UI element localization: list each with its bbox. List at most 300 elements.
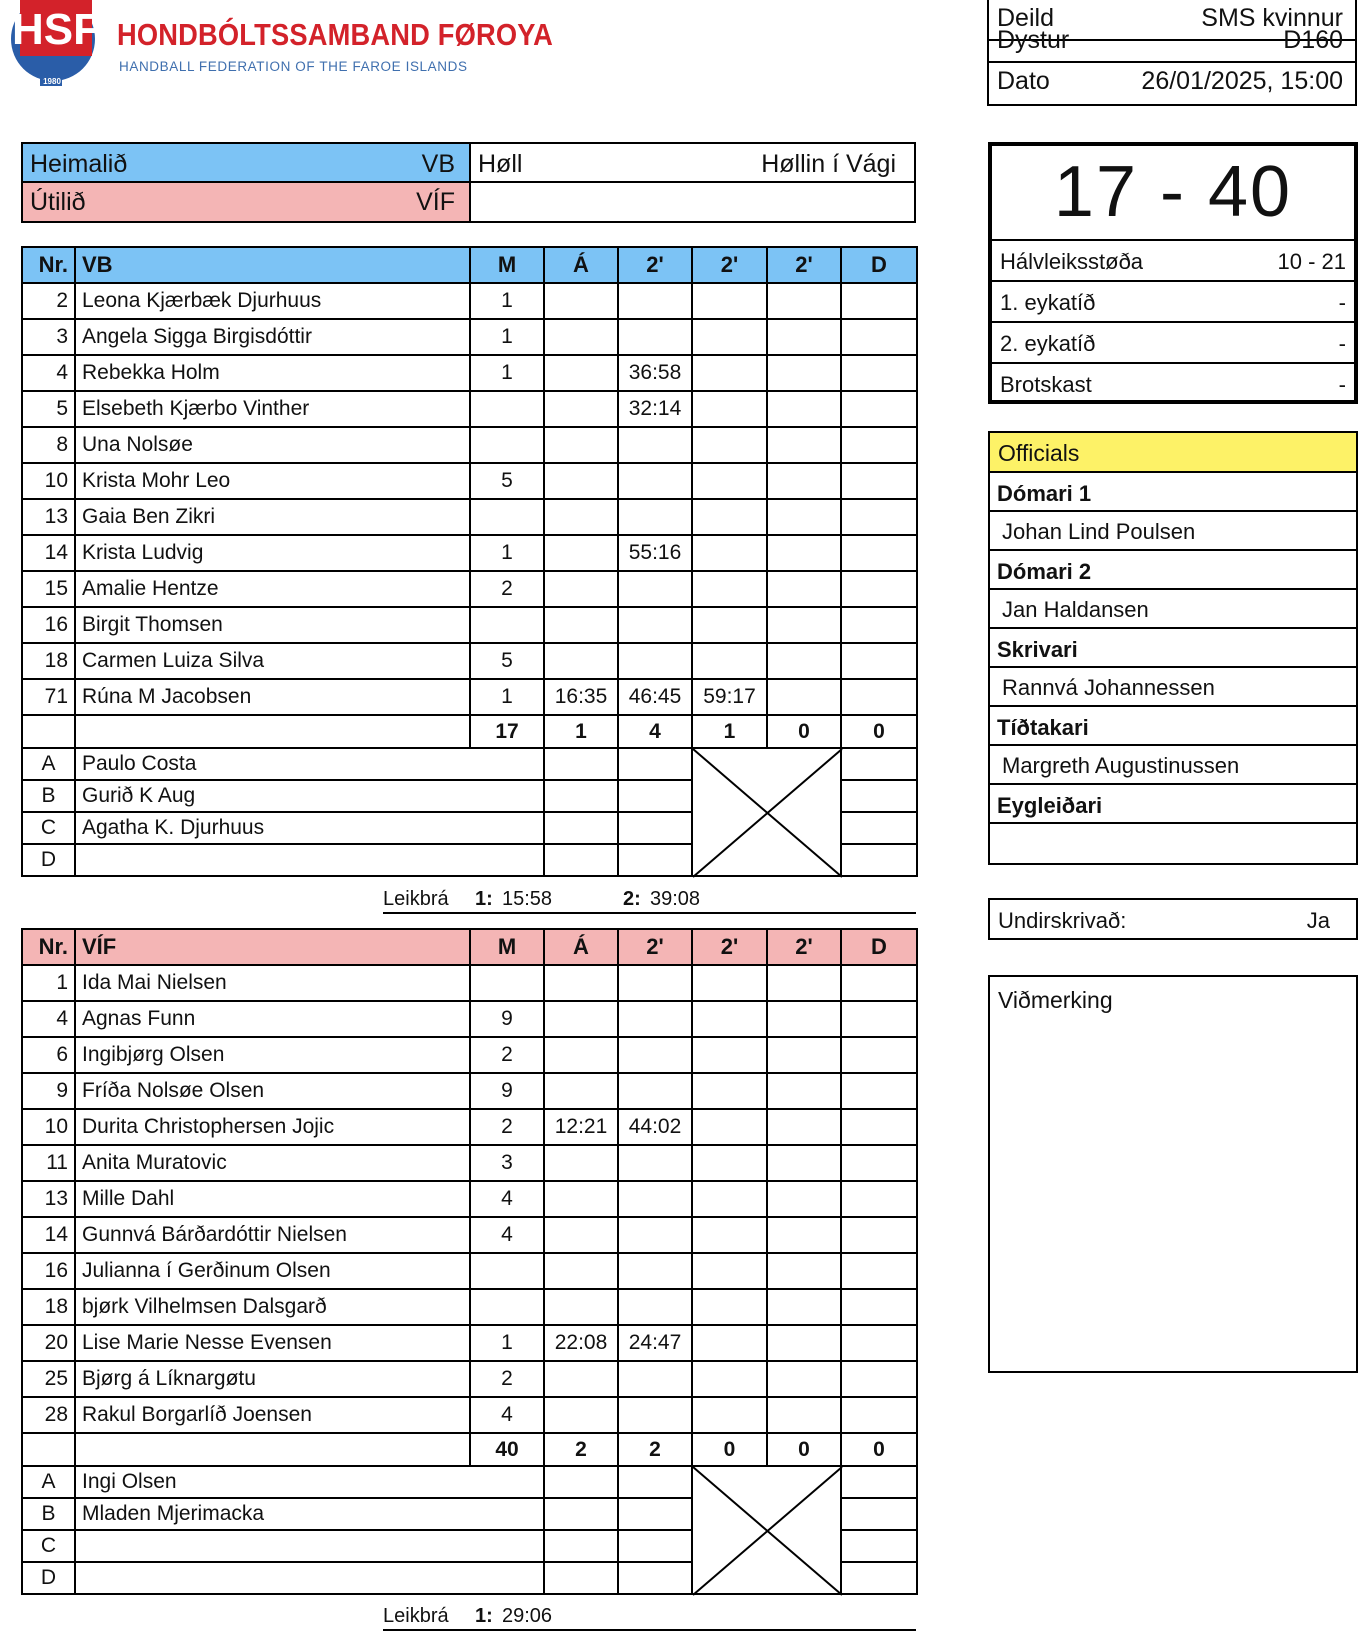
player-name: Mille Dahl bbox=[75, 1181, 470, 1217]
team-official-name: Mladen Mjerimacka bbox=[75, 1498, 544, 1530]
player-name: Rebekka Holm bbox=[75, 355, 470, 391]
officials-panel bbox=[988, 431, 1358, 865]
player-suspension-1 bbox=[618, 1037, 692, 1073]
player-name: Agnas Funn bbox=[75, 1001, 470, 1037]
player-suspension-3 bbox=[767, 1181, 841, 1217]
player-suspension-1 bbox=[618, 1181, 692, 1217]
player-number: 9 bbox=[22, 1073, 75, 1109]
logo-year: 1980 bbox=[43, 77, 61, 86]
player-number: 3 bbox=[22, 319, 75, 355]
player-name: Gunnvá Bárðardóttir Nielsen bbox=[75, 1217, 470, 1253]
player-number: 14 bbox=[22, 1217, 75, 1253]
player-name: Leona Kjærbæk Djurhuus bbox=[75, 283, 470, 319]
player-warning bbox=[544, 607, 618, 643]
venue-row bbox=[471, 144, 914, 183]
team-official-name: Paulo Costa bbox=[75, 748, 544, 780]
player-suspension-1 bbox=[618, 499, 692, 535]
player-disqualification bbox=[841, 571, 917, 607]
player-suspension-2 bbox=[692, 1109, 767, 1145]
col-suspension-1: 2' bbox=[618, 247, 692, 283]
player-goals bbox=[470, 607, 544, 643]
score-label: 2. eykatíð bbox=[1000, 331, 1096, 356]
total-disqualifications: 0 bbox=[841, 1433, 917, 1466]
player-suspension-2: 59:17 bbox=[692, 679, 767, 715]
player-row bbox=[22, 499, 917, 535]
col-disqualification: D bbox=[841, 247, 917, 283]
player-row bbox=[22, 1037, 917, 1073]
player-name: bjørk Vilhelmsen Dalsgarð bbox=[75, 1289, 470, 1325]
player-suspension-1 bbox=[618, 463, 692, 499]
player-name: Ida Mai Nielsen bbox=[75, 965, 470, 1001]
official-warning bbox=[544, 780, 618, 812]
player-suspension-1: 24:47 bbox=[618, 1325, 692, 1361]
player-suspension-2 bbox=[692, 1145, 767, 1181]
official-letter: D bbox=[22, 1562, 75, 1594]
player-disqualification bbox=[841, 283, 917, 319]
player-goals: 9 bbox=[470, 1001, 544, 1037]
player-disqualification bbox=[841, 1325, 917, 1361]
official-role: Skrivari bbox=[990, 629, 1356, 668]
score-value: 10 - 21 bbox=[1277, 249, 1346, 274]
timeout-2-label: 2: bbox=[623, 888, 641, 910]
player-suspension-2 bbox=[692, 1037, 767, 1073]
official-letter: A bbox=[22, 748, 75, 780]
player-suspension-1 bbox=[618, 427, 692, 463]
player-warning bbox=[544, 1361, 618, 1397]
official-name: Jan Haldansen bbox=[990, 590, 1356, 629]
player-suspension-2 bbox=[692, 1253, 767, 1289]
player-suspension-2 bbox=[692, 1073, 767, 1109]
player-disqualification bbox=[841, 1397, 917, 1433]
player-goals: 3 bbox=[470, 1145, 544, 1181]
player-suspension-2 bbox=[692, 463, 767, 499]
player-number: 1 bbox=[22, 965, 75, 1001]
player-suspension-3 bbox=[767, 1073, 841, 1109]
player-name: Lise Marie Nesse Evensen bbox=[75, 1325, 470, 1361]
player-disqualification bbox=[841, 965, 917, 1001]
player-name: Fríða Nolsøe Olsen bbox=[75, 1073, 470, 1109]
player-suspension-3 bbox=[767, 679, 841, 715]
player-number: 10 bbox=[22, 1109, 75, 1145]
team-official-name bbox=[75, 1562, 544, 1594]
official-letter: C bbox=[22, 812, 75, 844]
player-goals bbox=[470, 427, 544, 463]
signed-row bbox=[988, 898, 1358, 940]
official-warning bbox=[544, 812, 618, 844]
player-suspension-2 bbox=[692, 1217, 767, 1253]
player-row bbox=[22, 355, 917, 391]
player-warning bbox=[544, 1217, 618, 1253]
player-warning bbox=[544, 643, 618, 679]
official-suspension bbox=[618, 812, 692, 844]
official-role: Dómari 1 bbox=[990, 473, 1356, 512]
official-letter: D bbox=[22, 844, 75, 876]
total-warnings: 1 bbox=[544, 715, 618, 748]
info-row-date bbox=[989, 61, 1355, 104]
timeout-1-time: 15:58 bbox=[502, 888, 553, 910]
official-letter: B bbox=[22, 780, 75, 812]
player-suspension-3 bbox=[767, 1397, 841, 1433]
info-label: Deild bbox=[997, 4, 1054, 32]
player-suspension-2 bbox=[692, 427, 767, 463]
player-disqualification bbox=[841, 1109, 917, 1145]
player-goals bbox=[470, 1289, 544, 1325]
player-suspension-3 bbox=[767, 1325, 841, 1361]
total-suspensions-3: 0 bbox=[767, 1433, 841, 1466]
official-disqualification bbox=[841, 1562, 917, 1594]
official-name: Johan Lind Poulsen bbox=[990, 512, 1356, 551]
player-suspension-2 bbox=[692, 965, 767, 1001]
player-suspension-2 bbox=[692, 1325, 767, 1361]
player-warning bbox=[544, 1181, 618, 1217]
player-suspension-1: 55:16 bbox=[618, 535, 692, 571]
col-suspension-2: 2' bbox=[692, 929, 767, 965]
score-value: - bbox=[1338, 331, 1346, 356]
player-goals: 2 bbox=[470, 1037, 544, 1073]
player-number: 18 bbox=[22, 1289, 75, 1325]
player-row bbox=[22, 463, 917, 499]
player-number: 14 bbox=[22, 535, 75, 571]
totals-row bbox=[22, 1433, 917, 1466]
official-warning bbox=[544, 1530, 618, 1562]
venue-label: Høll bbox=[478, 150, 523, 178]
away-team-row bbox=[23, 183, 471, 221]
score-row-overtime-1 bbox=[992, 282, 1354, 323]
col-team: VB bbox=[75, 247, 470, 283]
player-goals: 5 bbox=[470, 643, 544, 679]
player-name: Rúna M Jacobsen bbox=[75, 679, 470, 715]
player-suspension-3 bbox=[767, 1145, 841, 1181]
player-suspension-2 bbox=[692, 499, 767, 535]
total-suspensions-1: 2 bbox=[618, 1433, 692, 1466]
player-row bbox=[22, 1181, 917, 1217]
player-goals: 5 bbox=[470, 463, 544, 499]
player-goals: 1 bbox=[470, 1325, 544, 1361]
total-suspensions-2: 0 bbox=[692, 1433, 767, 1466]
player-suspension-1 bbox=[618, 1289, 692, 1325]
player-suspension-1 bbox=[618, 283, 692, 319]
player-suspension-2 bbox=[692, 319, 767, 355]
player-disqualification bbox=[841, 1217, 917, 1253]
player-disqualification bbox=[841, 355, 917, 391]
score-label: 1. eykatíð bbox=[1000, 290, 1096, 315]
player-suspension-3 bbox=[767, 1361, 841, 1397]
score-label: Brotskast bbox=[1000, 372, 1092, 397]
player-name: Krista Mohr Leo bbox=[75, 463, 470, 499]
player-goals bbox=[470, 391, 544, 427]
player-number: 5 bbox=[22, 391, 75, 427]
player-warning bbox=[544, 499, 618, 535]
player-warning: 22:08 bbox=[544, 1325, 618, 1361]
player-number: 4 bbox=[22, 1001, 75, 1037]
col-suspension-3: 2' bbox=[767, 247, 841, 283]
totals-row bbox=[22, 715, 917, 748]
player-suspension-1 bbox=[618, 1001, 692, 1037]
player-name: Una Nolsøe bbox=[75, 427, 470, 463]
remarks-box bbox=[988, 975, 1358, 1373]
player-suspension-1 bbox=[618, 1073, 692, 1109]
player-disqualification bbox=[841, 1037, 917, 1073]
player-suspension-3 bbox=[767, 283, 841, 319]
federation-logo bbox=[4, 0, 553, 100]
player-suspension-1: 44:02 bbox=[618, 1109, 692, 1145]
signed-value: Ja bbox=[1306, 908, 1330, 933]
teams-header bbox=[21, 142, 916, 223]
player-row bbox=[22, 427, 917, 463]
player-warning bbox=[544, 1397, 618, 1433]
player-number: 8 bbox=[22, 427, 75, 463]
col-warning: Á bbox=[544, 929, 618, 965]
score-row-overtime-2 bbox=[992, 323, 1354, 364]
player-warning bbox=[544, 355, 618, 391]
player-goals: 1 bbox=[470, 283, 544, 319]
player-row bbox=[22, 679, 917, 715]
player-disqualification bbox=[841, 1361, 917, 1397]
team-official-name bbox=[75, 844, 544, 876]
player-goals: 9 bbox=[470, 1073, 544, 1109]
player-name: Gaia Ben Zikri bbox=[75, 499, 470, 535]
player-row bbox=[22, 571, 917, 607]
timeouts-label: Leikbrá bbox=[383, 888, 449, 910]
player-number: 4 bbox=[22, 355, 75, 391]
home-label: Heimalið bbox=[30, 150, 128, 178]
player-row bbox=[22, 1253, 917, 1289]
player-warning: 16:35 bbox=[544, 679, 618, 715]
player-suspension-3 bbox=[767, 427, 841, 463]
player-suspension-3 bbox=[767, 1001, 841, 1037]
col-warning: Á bbox=[544, 247, 618, 283]
official-role: Dómari 2 bbox=[990, 551, 1356, 590]
player-suspension-1 bbox=[618, 319, 692, 355]
player-warning bbox=[544, 283, 618, 319]
player-suspension-2 bbox=[692, 1001, 767, 1037]
player-number: 11 bbox=[22, 1145, 75, 1181]
total-disqualifications: 0 bbox=[841, 715, 917, 748]
player-goals bbox=[470, 965, 544, 1001]
player-row bbox=[22, 1145, 917, 1181]
home-team-row bbox=[23, 144, 471, 183]
player-suspension-1 bbox=[618, 571, 692, 607]
timeout-1-label: 1: bbox=[475, 888, 493, 910]
player-number: 2 bbox=[22, 283, 75, 319]
player-disqualification bbox=[841, 1001, 917, 1037]
player-suspension-3 bbox=[767, 499, 841, 535]
official-role: Eygleiðari bbox=[990, 785, 1356, 824]
player-row bbox=[22, 1073, 917, 1109]
official-warning bbox=[544, 1466, 618, 1498]
official-name: Rannvá Johannessen bbox=[990, 668, 1356, 707]
player-warning bbox=[544, 1145, 618, 1181]
info-row-match bbox=[989, 20, 1355, 63]
player-row bbox=[22, 391, 917, 427]
player-row bbox=[22, 1217, 917, 1253]
player-suspension-2 bbox=[692, 571, 767, 607]
player-disqualification bbox=[841, 1289, 917, 1325]
player-name: Amalie Hentze bbox=[75, 571, 470, 607]
official-suspension bbox=[618, 780, 692, 812]
player-warning bbox=[544, 1073, 618, 1109]
player-warning bbox=[544, 1289, 618, 1325]
player-disqualification bbox=[841, 1073, 917, 1109]
player-disqualification bbox=[841, 1181, 917, 1217]
col-suspension-2: 2' bbox=[692, 247, 767, 283]
info-label: Dystur bbox=[997, 26, 1070, 54]
timeouts-label: Leikbrá bbox=[383, 1605, 449, 1627]
player-goals: 4 bbox=[470, 1217, 544, 1253]
player-disqualification bbox=[841, 535, 917, 571]
player-warning bbox=[544, 535, 618, 571]
remarks-label: Viðmerking bbox=[998, 987, 1113, 1013]
team-official-name bbox=[75, 1530, 544, 1562]
player-suspension-3 bbox=[767, 1037, 841, 1073]
player-name: Krista Ludvig bbox=[75, 535, 470, 571]
official-suspension bbox=[618, 748, 692, 780]
player-suspension-1 bbox=[618, 1397, 692, 1433]
info-value: 26/01/2025, 15:00 bbox=[1141, 67, 1343, 95]
signed-label: Undirskrivað: bbox=[998, 908, 1127, 933]
total-goals: 40 bbox=[470, 1433, 544, 1466]
team-official-name: Gurið K Aug bbox=[75, 780, 544, 812]
col-goals: M bbox=[470, 247, 544, 283]
official-suspension bbox=[618, 1562, 692, 1594]
player-warning bbox=[544, 463, 618, 499]
col-nr: Nr. bbox=[22, 929, 75, 965]
total-goals: 17 bbox=[470, 715, 544, 748]
player-row bbox=[22, 1397, 917, 1433]
total-suspensions-3: 0 bbox=[767, 715, 841, 748]
player-name: Durita Christophersen Jojic bbox=[75, 1109, 470, 1145]
venue-name: Høllin í Vági bbox=[761, 150, 896, 178]
hsf-emblem-icon bbox=[8, 0, 108, 94]
player-number: 16 bbox=[22, 1253, 75, 1289]
team-official-name: Ingi Olsen bbox=[75, 1466, 544, 1498]
player-number: 15 bbox=[22, 571, 75, 607]
player-warning: 12:21 bbox=[544, 1109, 618, 1145]
player-row bbox=[22, 535, 917, 571]
info-value: SMS kvinnur bbox=[1201, 4, 1343, 32]
player-goals: 1 bbox=[470, 319, 544, 355]
player-disqualification bbox=[841, 1145, 917, 1181]
player-goals: 2 bbox=[470, 1109, 544, 1145]
official-letter: B bbox=[22, 1498, 75, 1530]
player-warning bbox=[544, 319, 618, 355]
player-suspension-2 bbox=[692, 355, 767, 391]
col-disqualification: D bbox=[841, 929, 917, 965]
federation-subtitle: HANDBALL FEDERATION OF THE FAROE ISLANDS bbox=[119, 59, 468, 74]
official-warning bbox=[544, 844, 618, 876]
player-warning bbox=[544, 1253, 618, 1289]
player-suspension-2 bbox=[692, 607, 767, 643]
away-label: Útilið bbox=[30, 188, 86, 216]
player-suspension-1 bbox=[618, 1217, 692, 1253]
player-suspension-1 bbox=[618, 1361, 692, 1397]
player-goals: 2 bbox=[470, 571, 544, 607]
home-header-row bbox=[22, 247, 917, 283]
official-role: Tíðtakari bbox=[990, 707, 1356, 746]
player-name: Bjørg á Líknargøtu bbox=[75, 1361, 470, 1397]
player-row bbox=[22, 1109, 917, 1145]
timeout-1-label: 1: bbox=[475, 1605, 493, 1627]
player-suspension-1: 36:58 bbox=[618, 355, 692, 391]
info-label: Dato bbox=[997, 67, 1050, 95]
player-suspension-1: 32:14 bbox=[618, 391, 692, 427]
player-number: 25 bbox=[22, 1361, 75, 1397]
player-number: 71 bbox=[22, 679, 75, 715]
col-suspension-3: 2' bbox=[767, 929, 841, 965]
officials-header: Officials bbox=[990, 433, 1356, 473]
timeout-1-time: 29:06 bbox=[502, 1605, 553, 1627]
player-disqualification bbox=[841, 679, 917, 715]
player-number: 6 bbox=[22, 1037, 75, 1073]
player-row bbox=[22, 1289, 917, 1325]
player-goals bbox=[470, 499, 544, 535]
player-suspension-1 bbox=[618, 1145, 692, 1181]
crossed-out-cell bbox=[692, 748, 841, 876]
col-suspension-1: 2' bbox=[618, 929, 692, 965]
team-official-name: Agatha K. Djurhuus bbox=[75, 812, 544, 844]
player-name: Birgit Thomsen bbox=[75, 607, 470, 643]
total-warnings: 2 bbox=[544, 1433, 618, 1466]
player-disqualification bbox=[841, 607, 917, 643]
player-suspension-2 bbox=[692, 1397, 767, 1433]
player-name: Anita Muratovic bbox=[75, 1145, 470, 1181]
player-goals bbox=[470, 1253, 544, 1289]
player-suspension-2 bbox=[692, 283, 767, 319]
player-number: 10 bbox=[22, 463, 75, 499]
official-disqualification bbox=[841, 1466, 917, 1498]
player-suspension-2 bbox=[692, 391, 767, 427]
player-suspension-2 bbox=[692, 1361, 767, 1397]
totals-blank bbox=[22, 715, 75, 748]
player-row bbox=[22, 643, 917, 679]
player-row bbox=[22, 1361, 917, 1397]
player-disqualification bbox=[841, 391, 917, 427]
col-goals: M bbox=[470, 929, 544, 965]
totals-blank bbox=[75, 715, 470, 748]
score-row-penalty-shootout bbox=[992, 364, 1354, 405]
player-name: Angela Sigga Birgisdóttir bbox=[75, 319, 470, 355]
player-number: 13 bbox=[22, 1181, 75, 1217]
player-suspension-3 bbox=[767, 643, 841, 679]
player-goals: 2 bbox=[470, 1361, 544, 1397]
player-number: 28 bbox=[22, 1397, 75, 1433]
player-suspension-3 bbox=[767, 319, 841, 355]
player-name: Carmen Luiza Silva bbox=[75, 643, 470, 679]
official-warning bbox=[544, 1498, 618, 1530]
crossed-out-cell bbox=[692, 1466, 841, 1594]
official-letter: C bbox=[22, 1530, 75, 1562]
player-disqualification bbox=[841, 427, 917, 463]
official-disqualification bbox=[841, 1498, 917, 1530]
player-suspension-2 bbox=[692, 535, 767, 571]
home-roster-table bbox=[21, 246, 918, 877]
player-goals: 1 bbox=[470, 355, 544, 391]
player-row bbox=[22, 1325, 917, 1361]
player-goals: 4 bbox=[470, 1181, 544, 1217]
player-suspension-3 bbox=[767, 607, 841, 643]
player-disqualification bbox=[841, 463, 917, 499]
player-name: Julianna í Gerðinum Olsen bbox=[75, 1253, 470, 1289]
player-suspension-3 bbox=[767, 1289, 841, 1325]
totals-blank bbox=[22, 1433, 75, 1466]
total-suspensions-1: 4 bbox=[618, 715, 692, 748]
score-value: - bbox=[1338, 372, 1346, 397]
official-disqualification bbox=[841, 780, 917, 812]
player-number: 20 bbox=[22, 1325, 75, 1361]
player-suspension-2 bbox=[692, 643, 767, 679]
player-suspension-3 bbox=[767, 1109, 841, 1145]
player-warning bbox=[544, 391, 618, 427]
